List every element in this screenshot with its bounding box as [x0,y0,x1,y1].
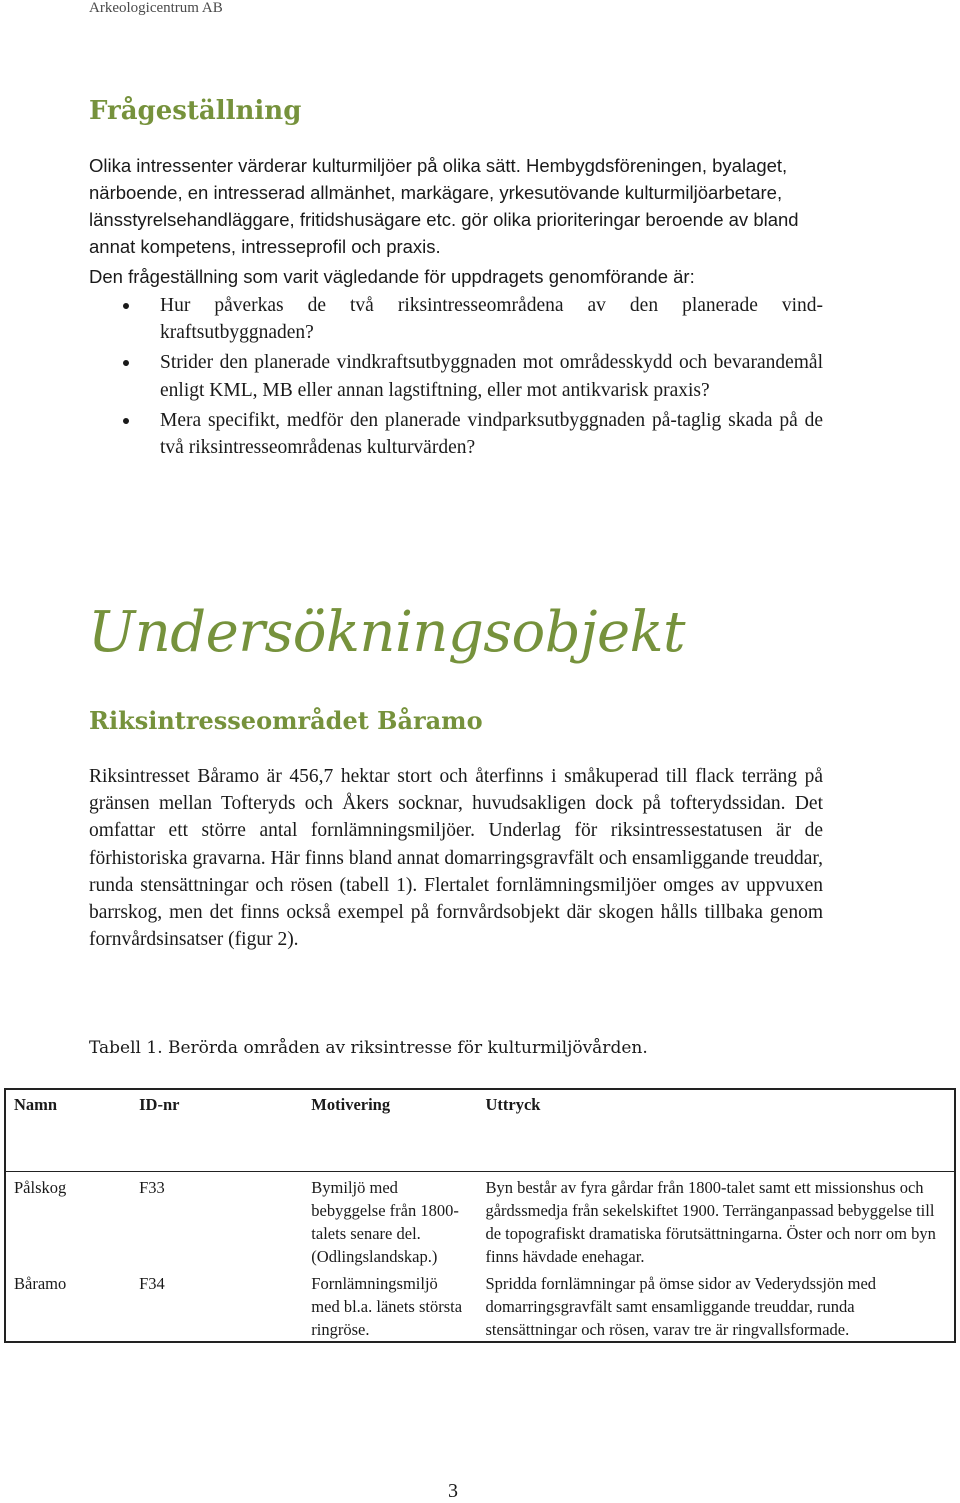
table-cell: Bymiljö med bebyggelse från 1800-talets senare del. (Odlingslandskap.) [311,1178,459,1266]
riksintresse-table [4,1088,956,1343]
question-list [89,292,823,464]
table-cell: Byn består av fyra gårdar från 1800-talet samt ett missionshus och gårdssmedja från sekelskiftet 1900. Terränganpassad bebyggelse till de topografiskt dramatiska förutsättningarna. Öster och norr om byn finns hävdade enehagar. [485,1178,936,1266]
column-header-motivering: Motivering [303,1089,477,1172]
bullet-icon [123,418,129,424]
table-cell: Fornlämningsmiljö med bl.a. länets största ringröse. [311,1274,463,1339]
question-text: Strider den planerade vindkraftsutbyggnaden mot områdesskydd och bevarandemål enligt KML, MB eller annan lagstiftning, eller mot antikvarisk praxis? [160,352,823,401]
table-header-row [5,1089,955,1172]
table-row [5,1172,955,1269]
column-header-uttryck: Uttryck [477,1089,955,1172]
baramo-paragraph: Riksintresset Båramo är 456,7 hektar stort och återfinns i småkuperad till flack terräng på gränsen mellan Tofteryds och Åkers socknar, huvudsakligen dock på tofterydssidan. Det omfattar ett större antal fornlämningsmiljöer. Underlag för riksintressestatusen är de förhistoriska gravarna. Här finns bland annat domarringsgravfält och ensamliggande treuddar, runda stensättningar och rösen (tabell 1). Flertalet fornlämningsmiljöer omges av uppvuxen barrskog, men det finns också exempel på fornvårdsobjekt där skogen hålls tillbaka genom fornvårdsinsatser (figur 2). [89,766,823,951]
section-heading-fragestallning: Frågeställning [89,96,302,126]
bullet-icon [123,303,129,309]
lead-paragraph: Den frågeställning som varit vägledande för uppdragets genomförande är: [89,266,695,287]
question-text: Hur påverkas de två riksintresseområdena av den planerade vind-kraftsutbyggnaden? [160,295,823,344]
list-item [89,292,823,346]
page-number: 3 [448,1480,458,1502]
table-cell: F33 [139,1178,165,1197]
table-caption: Tabell 1. Berörda områden av riksintresse för kulturmiljövården. [89,1038,648,1058]
running-header: Arkeologicentrum AB [89,0,223,16]
table-cell: Båramo [14,1274,67,1293]
column-header-id: ID-nr [131,1089,303,1172]
bullet-icon [123,360,129,366]
table-row [5,1268,955,1342]
question-text: Mera specifikt, medför den planerade vindparksutbyggnaden på-taglig skada på de två riksintresseområdenas kulturvärden? [160,409,823,459]
chapter-heading-undersokningsobjekt: Undersökningsobjekt [88,600,686,665]
column-header-namn: Namn [5,1089,131,1172]
section-heading-baramo: Riksintresseområdet Båramo [89,706,483,735]
list-item [89,407,823,461]
table-cell: Pålskog [14,1178,67,1197]
table-cell: F34 [139,1274,165,1293]
table-cell: Spridda fornlämningar på ömse sidor av Vederydssjön med domarringsgravfält samt ensamliggande treuddar, runda stensättningar och rösen, varav tre är ringvallsformade. [485,1274,877,1339]
list-item [89,349,823,403]
intro-paragraph: Olika intressenter värderar kulturmiljöer på olika sätt. Hembygdsföreningen, byalaget, närboende, en intresserad allmänhet, markägare, yrkesutövande kulturmiljöarbetare, länsstyrelsehandläggare, fritidshusägare etc. gör olika prioriteringar beroende av bland annat kompetens, intresseprofil och praxis. [89,155,799,257]
